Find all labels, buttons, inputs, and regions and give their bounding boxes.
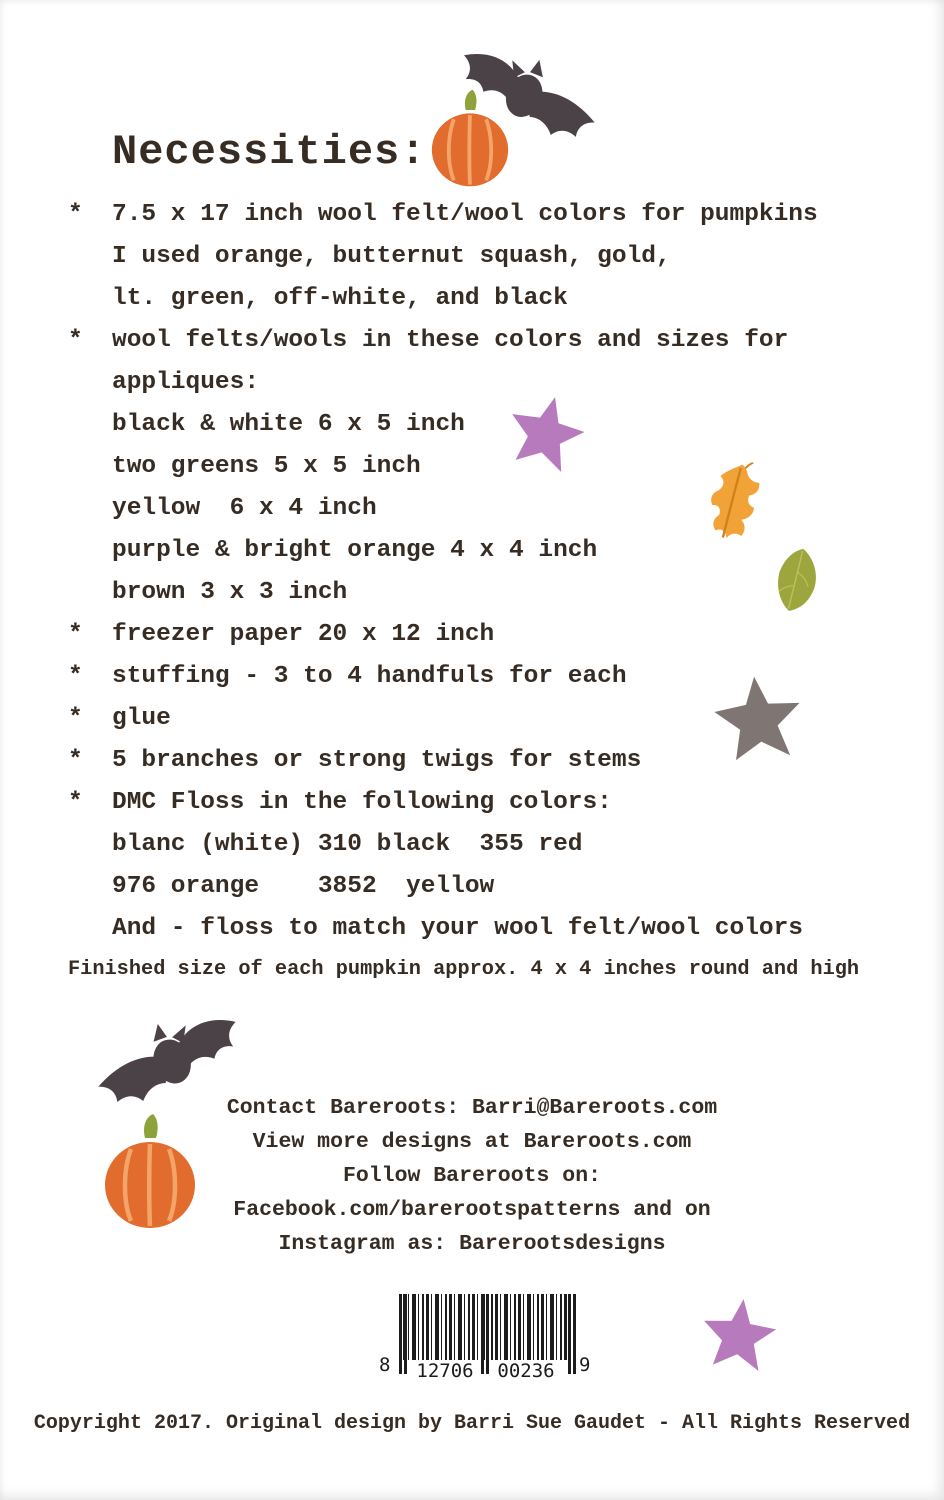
pumpkin-icon — [423, 88, 517, 188]
upc-barcode — [379, 1294, 598, 1390]
barcode-guard-bar — [404, 1294, 407, 1374]
bullet-asterisk: * — [68, 621, 83, 648]
list-item-text: I used orange, butternut squash, gold, — [112, 243, 671, 270]
barcode-digit: 00236 — [497, 1360, 555, 1382]
bullet-asterisk — [68, 446, 112, 488]
copyright-line: Copyright 2017. Original design by Barri Sue Gaudet - All Rights Reserved — [33, 1412, 911, 1435]
list-item — [68, 866, 918, 908]
finished-size-note: Finished size of each pumpkin approx. 4 x 4 inches round and high — [68, 958, 860, 981]
list-item-text: 976 orange 3852 yellow — [112, 873, 495, 900]
bullet-asterisk — [68, 236, 112, 278]
list-item-text: 5 branches or strong twigs for stems — [112, 747, 642, 774]
bullet-asterisk — [68, 908, 112, 950]
bullet-asterisk — [68, 488, 112, 530]
list-item — [68, 824, 918, 866]
bullet-asterisk: * — [68, 663, 83, 690]
contact-line: Follow Bareroots on: — [342, 1164, 602, 1188]
bullet-asterisk — [68, 866, 112, 908]
bullet-asterisk: * — [68, 705, 83, 732]
contact-line: Facebook.com/barerootspatterns and on — [233, 1198, 711, 1222]
contact-block — [0, 1091, 944, 1261]
barcode-guard-bar — [481, 1294, 484, 1374]
bullet-asterisk — [68, 530, 112, 572]
list-item-text: blanc (white) 310 black 355 red — [112, 831, 583, 858]
purple-star-icon — [499, 385, 594, 480]
list-item-text: yellow 6 x 4 inch — [112, 495, 377, 522]
list-item-text: 7.5 x 17 inch wool felt/wool colors for pumpkins — [112, 201, 818, 228]
contact-line: View more designs at Bareroots.com — [252, 1130, 692, 1154]
list-item — [68, 320, 918, 362]
list-item — [68, 362, 918, 404]
bullet-asterisk: * — [68, 201, 83, 228]
list-item-text: black & white 6 x 5 inch — [112, 411, 465, 438]
contact-line: Instagram as: Barerootsdesigns — [278, 1232, 666, 1256]
bullet-asterisk: * — [68, 789, 83, 816]
list-item — [68, 614, 918, 656]
bullet-asterisk — [68, 362, 112, 404]
list-item — [68, 404, 918, 446]
purple-star-icon — [696, 1285, 782, 1383]
bullet-asterisk — [68, 404, 112, 446]
list-item — [68, 908, 918, 950]
barcode-guard-bar — [399, 1294, 402, 1374]
list-item — [68, 488, 918, 530]
bullet-asterisk — [68, 572, 112, 614]
list-item-text: two greens 5 x 5 inch — [112, 453, 421, 480]
list-item-text: freezer paper 20 x 12 inch — [112, 621, 495, 648]
list-item-text: lt. green, off-white, and black — [112, 285, 568, 312]
list-item-text: DMC Floss in the following colors: — [112, 789, 612, 816]
barcode-guard-bar — [486, 1294, 489, 1374]
list-item-text: glue — [112, 705, 171, 732]
list-item-text: purple & bright orange 4 x 4 inch — [112, 537, 598, 564]
barcode-digit: 9 — [579, 1354, 591, 1376]
barcode-digit: 12706 — [416, 1360, 474, 1382]
list-item-text: appliques: — [112, 369, 260, 396]
bullet-asterisk — [68, 278, 112, 320]
list-item-text: wool felts/wools in these colors and sizes for — [112, 327, 789, 354]
bullet-asterisk: * — [68, 327, 83, 354]
list-item — [68, 278, 918, 320]
list-item-text: brown 3 x 3 inch — [112, 579, 348, 606]
page-title: Necessities: — [112, 128, 427, 176]
bullet-asterisk: * — [68, 747, 83, 774]
list-item — [68, 194, 918, 236]
bullet-asterisk — [68, 824, 112, 866]
barcode-guard-bar — [573, 1294, 576, 1374]
list-item — [68, 236, 918, 278]
barcode-digit: 8 — [379, 1354, 391, 1376]
list-item — [68, 782, 918, 824]
contact-line: Contact Bareroots: Barri@Bareroots.com — [226, 1096, 718, 1120]
list-item — [68, 446, 918, 488]
gray-star-icon — [706, 666, 810, 770]
list-item-text: And - floss to match your wool felt/wool colors — [112, 915, 804, 942]
barcode-guard-bar — [568, 1294, 571, 1374]
list-item-text: stuffing - 3 to 4 handfuls for each — [112, 663, 627, 690]
